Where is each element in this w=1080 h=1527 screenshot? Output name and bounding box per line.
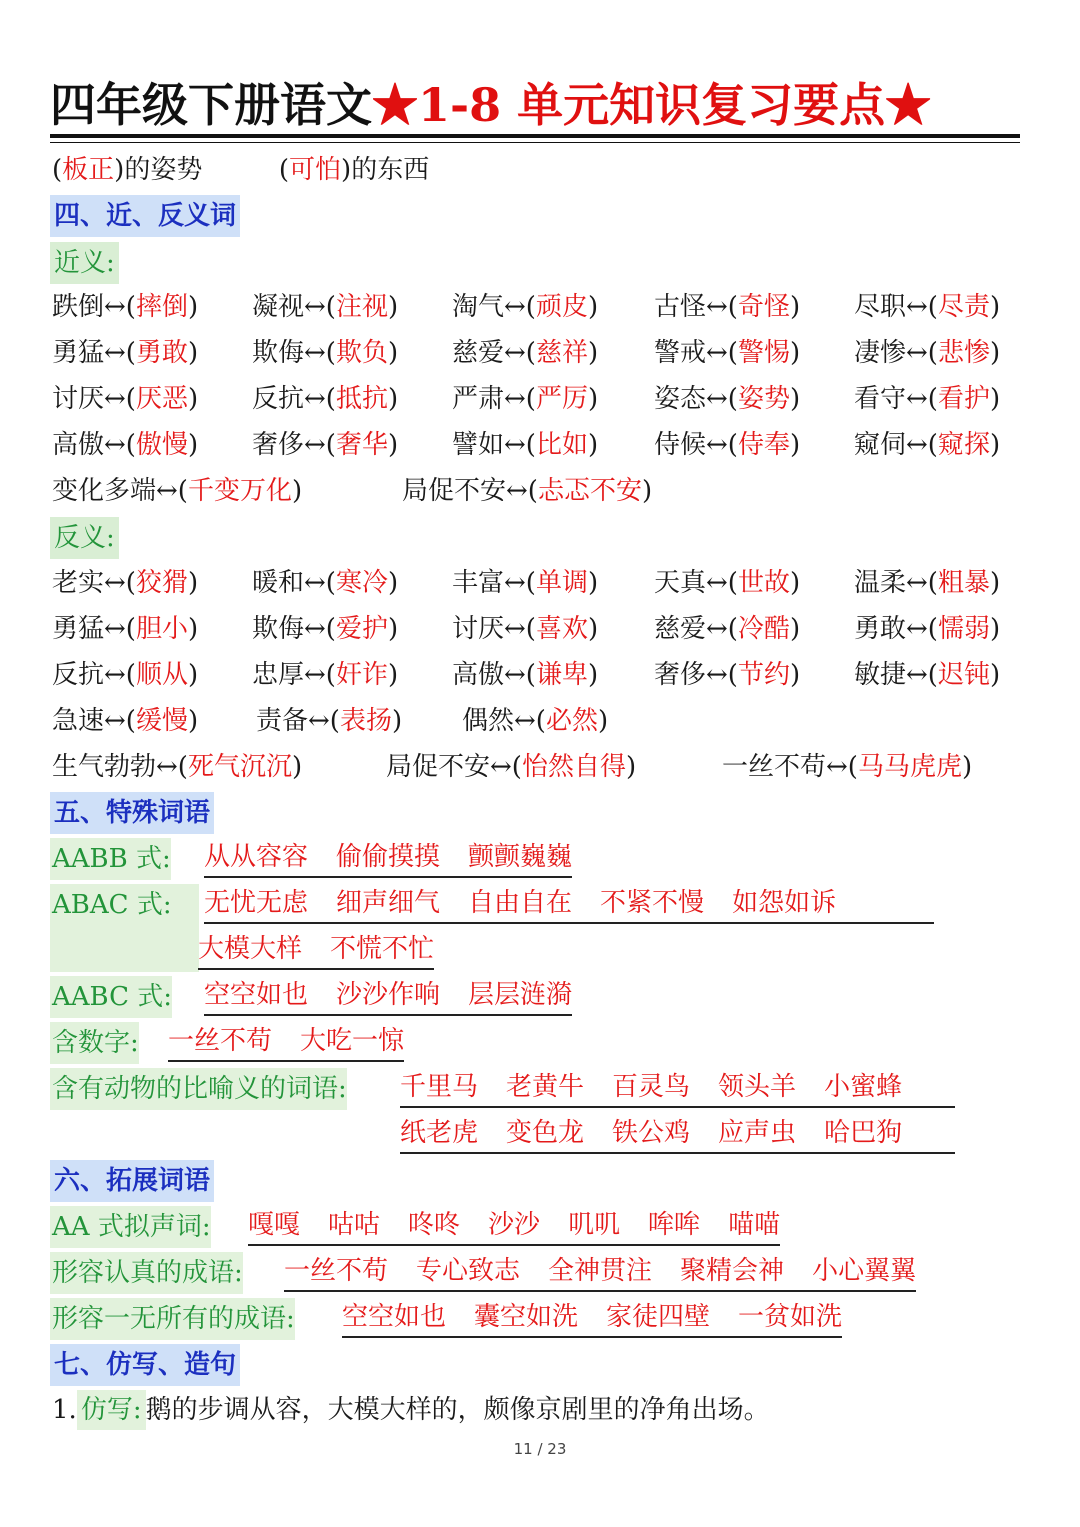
answer-word: 比如	[535, 430, 588, 460]
answer-word: 警惕	[737, 338, 790, 368]
word-item: 沙沙	[488, 1210, 541, 1240]
base-word: 局促不安	[402, 476, 507, 506]
base-word: 警戒	[654, 338, 707, 368]
word-pair: 急速↔(缓慢)	[52, 706, 199, 736]
arrow-symbol: ↔(	[504, 338, 536, 368]
base-word: 勇猛	[52, 338, 105, 368]
word-pair: 局促不安↔(忐忑不安)	[402, 476, 653, 506]
base-word: 生气勃勃	[52, 752, 157, 782]
base-word: 一丝不苟	[722, 752, 827, 782]
base-word: 天真	[654, 568, 707, 598]
base-word: 欺侮	[252, 614, 305, 644]
word-item: 小心翼翼	[812, 1256, 917, 1286]
answer-word: 喜欢	[535, 614, 588, 644]
word-pair: 欺侮↔(欺负)	[252, 338, 399, 368]
answer-word: 看护	[937, 384, 990, 414]
answer-word: 迟钝	[937, 660, 990, 690]
arrow-symbol: ↔(	[304, 292, 336, 322]
word-pair: 尽职↔(尽责)	[854, 292, 1001, 322]
aabb-label: AABB 式:	[50, 838, 171, 880]
word-item: 嘎嘎	[248, 1210, 301, 1240]
number-label: 含数字:	[50, 1022, 139, 1064]
word-pair: 暖和↔(寒冷)	[252, 568, 399, 598]
word-pair: 姿态↔(姿势)	[654, 384, 801, 414]
word-pair: 警戒↔(警惕)	[654, 338, 801, 368]
onomatopoeia-label: AA 式拟声词:	[50, 1206, 211, 1248]
base-word: 敏捷	[854, 660, 907, 690]
answer-word: 抵抗	[335, 384, 388, 414]
base-word: 勇敢	[854, 614, 907, 644]
word-pair: 勇敢↔(懦弱)	[854, 614, 1001, 644]
abac-list-2	[198, 930, 434, 970]
answer-word: 狡猾	[135, 568, 188, 598]
word-pair: 古怪↔(奇怪)	[654, 292, 801, 322]
word-item: 一丝不苟	[284, 1256, 389, 1286]
word-item: 家徒四壁	[606, 1302, 711, 1332]
word-pair: 勇猛↔(勇敢)	[52, 338, 199, 368]
base-word: 反抗	[252, 384, 305, 414]
word-item: 全神贯注	[548, 1256, 653, 1286]
word-item: 哞哞	[648, 1210, 701, 1240]
word-item: 偷偷摸摸	[336, 842, 441, 872]
word-pair: 反抗↔(顺从)	[52, 660, 199, 690]
animal-list	[400, 1068, 955, 1108]
word-pair: 慈爱↔(冷酷)	[654, 614, 801, 644]
answer-word: 勇敢	[135, 338, 188, 368]
word-pair: 淘气↔(顽皮)	[452, 292, 599, 322]
word-item: 从从容容	[204, 842, 309, 872]
base-word: 凄惨	[854, 338, 907, 368]
base-word: 严肃	[452, 384, 505, 414]
arrow-symbol: ↔(	[906, 384, 938, 414]
arrow-symbol: ↔(	[706, 614, 738, 644]
word-pair: 慈爱↔(慈祥)	[452, 338, 599, 368]
answer-word: 缓慢	[135, 706, 188, 736]
word-item: 大模大样	[198, 934, 303, 964]
answer-word: 注视	[335, 292, 388, 322]
answer-word: 侍奉	[737, 430, 790, 460]
word-pair: 跌倒↔(摔倒)	[52, 292, 199, 322]
word-pair: 欺侮↔(爱护)	[252, 614, 399, 644]
base-word: 奢侈	[252, 430, 305, 460]
answer-word: 傲慢	[135, 430, 188, 460]
word-item: 沙沙作响	[336, 980, 441, 1010]
base-word: 勇猛	[52, 614, 105, 644]
animal-label: 含有动物的比喻义的词语:	[50, 1068, 347, 1110]
base-word: 欺侮	[252, 338, 305, 368]
base-word: 跌倒	[52, 292, 105, 322]
empty-idiom-list	[342, 1298, 842, 1338]
arrow-symbol: ↔(	[826, 752, 858, 782]
arrow-symbol: ↔(	[706, 568, 738, 598]
section-heading: 六、拓展词语	[50, 1160, 214, 1202]
answer-word: 顺从	[135, 660, 188, 690]
word-pair: 凄惨↔(悲惨)	[854, 338, 1001, 368]
answer-word: 节约	[737, 660, 790, 690]
antonym-label: 反义:	[50, 517, 119, 559]
label-fill	[50, 926, 199, 972]
base-word: 讨厌	[52, 384, 105, 414]
arrow-symbol: ↔(	[706, 292, 738, 322]
synonym-label: 近义:	[50, 242, 119, 284]
base-word: 高傲	[452, 660, 505, 690]
base-word: 讨厌	[452, 614, 505, 644]
aabb-list	[204, 838, 572, 878]
base-word: 局促不安	[386, 752, 491, 782]
word-pair: 丰富↔(单调)	[452, 568, 599, 598]
arrow-symbol: ↔(	[706, 384, 738, 414]
base-word: 奢侈	[654, 660, 707, 690]
arrow-symbol: ↔(	[504, 384, 536, 414]
arrow-symbol: ↔(	[906, 430, 938, 460]
answer-word: 尽责	[937, 292, 990, 322]
word-item: 一丝不苟	[168, 1026, 273, 1056]
base-word: 偶然	[462, 706, 515, 736]
base-word: 暖和	[252, 568, 305, 598]
word-item: 咕咕	[328, 1210, 381, 1240]
base-word: 凝视	[252, 292, 305, 322]
answer-word: 慈祥	[535, 338, 588, 368]
word-item: 聚精会神	[680, 1256, 785, 1286]
arrow-symbol: ↔(	[104, 384, 136, 414]
word-pair: 偶然↔(必然)	[462, 706, 609, 736]
word-pair: 敏捷↔(迟钝)	[854, 660, 1001, 690]
base-word: 譬如	[452, 430, 505, 460]
answer-word: 寒冷	[335, 568, 388, 598]
answer-word: 顽皮	[535, 292, 588, 322]
answer-word: 单调	[535, 568, 588, 598]
word-pair: 奢侈↔(奢华)	[252, 430, 399, 460]
word-pair: 凝视↔(注视)	[252, 292, 399, 322]
arrow-symbol: ↔(	[156, 752, 188, 782]
arrow-symbol: ↔(	[156, 476, 188, 506]
base-word: 温柔	[854, 568, 907, 598]
answer-word: 厌恶	[135, 384, 188, 414]
word-item: 囊空如洗	[474, 1302, 579, 1332]
word-item: 空空如也	[342, 1302, 447, 1332]
serious-idiom-label: 形容认真的成语:	[50, 1252, 243, 1294]
word-item: 领头羊	[718, 1072, 797, 1102]
word-pair: 看守↔(看护)	[854, 384, 1001, 414]
arrow-symbol: ↔(	[514, 706, 546, 736]
word-item: 喵喵	[728, 1210, 781, 1240]
word-item: 百灵鸟	[612, 1072, 691, 1102]
base-word: 责备	[256, 706, 309, 736]
answer-word: 懦弱	[937, 614, 990, 644]
word-pair: 严肃↔(严厉)	[452, 384, 599, 414]
word-item: 一贫如洗	[738, 1302, 843, 1332]
base-word: 急速	[52, 706, 105, 736]
word-item: 细声细气	[336, 888, 441, 918]
word-pair: 讨厌↔(厌恶)	[52, 384, 199, 414]
word-item: 应声虫	[718, 1118, 797, 1148]
imitate-line: 1. 仿写: 鹅的步调从容，大模大样的，颇像京剧里的净角出场。	[52, 1390, 770, 1430]
word-item: 小蜜蜂	[824, 1072, 903, 1102]
abac-label: ABAC 式:	[50, 884, 199, 926]
base-word: 慈爱	[452, 338, 505, 368]
arrow-symbol: ↔(	[308, 706, 340, 736]
answer-word: 欺负	[335, 338, 388, 368]
arrow-symbol: ↔(	[104, 660, 136, 690]
word-item: 空空如也	[204, 980, 309, 1010]
answer-word: 悲惨	[937, 338, 990, 368]
arrow-symbol: ↔(	[104, 430, 136, 460]
arrow-symbol: ↔(	[304, 384, 336, 414]
aabc-list	[204, 976, 572, 1016]
word-pair: 温柔↔(粗暴)	[854, 568, 1001, 598]
answer-word: 严厉	[535, 384, 588, 414]
arrow-symbol: ↔(	[506, 476, 538, 506]
word-pair: 奢侈↔(节约)	[654, 660, 801, 690]
word-pair: 勇猛↔(胆小)	[52, 614, 199, 644]
word-item: 哈巴狗	[824, 1118, 903, 1148]
arrow-symbol: ↔(	[304, 614, 336, 644]
arrow-symbol: ↔(	[490, 752, 522, 782]
word-item: 老黄牛	[506, 1072, 585, 1102]
arrow-symbol: ↔(	[504, 660, 536, 690]
top-phrase-line: (板正)的姿势 (可怕)的东西	[52, 155, 430, 185]
answer-word: 谦卑	[535, 660, 588, 690]
answer-word: 姿势	[737, 384, 790, 414]
base-word: 尽职	[854, 292, 907, 322]
imitate-label: 仿写:	[77, 1390, 146, 1430]
word-pair: 反抗↔(抵抗)	[252, 384, 399, 414]
base-word: 慈爱	[654, 614, 707, 644]
answer-word: 千变万化	[187, 476, 292, 506]
answer-word: 忐忑不安	[537, 476, 642, 506]
base-word: 变化多端	[52, 476, 157, 506]
word-item: 叽叽	[568, 1210, 621, 1240]
word-item: 铁公鸡	[612, 1118, 691, 1148]
word-pair: 变化多端↔(千变万化)	[52, 476, 303, 506]
arrow-symbol: ↔(	[304, 430, 336, 460]
arrow-symbol: ↔(	[104, 706, 136, 736]
arrow-symbol: ↔(	[906, 568, 938, 598]
serious-idiom-list	[284, 1252, 916, 1292]
onomatopoeia-list	[248, 1206, 780, 1246]
base-word: 老实	[52, 568, 105, 598]
answer-word: 奇怪	[737, 292, 790, 322]
arrow-symbol: ↔(	[104, 614, 136, 644]
answer-word: 胆小	[135, 614, 188, 644]
section-heading: 七、仿写、造句	[50, 1344, 240, 1386]
word-item: 专心致志	[416, 1256, 521, 1286]
word-pair: 一丝不苟↔(马马虎虎)	[722, 752, 973, 782]
arrow-symbol: ↔(	[504, 614, 536, 644]
answer-word: 死气沉沉	[187, 752, 292, 782]
base-word: 忠厚	[252, 660, 305, 690]
word-pair: 责备↔(表扬)	[256, 706, 403, 736]
answer-word: 爱护	[335, 614, 388, 644]
word-item: 颤颤巍巍	[468, 842, 573, 872]
base-word: 姿态	[654, 384, 707, 414]
arrow-symbol: ↔(	[706, 338, 738, 368]
base-word: 反抗	[52, 660, 105, 690]
word-pair: 讨厌↔(喜欢)	[452, 614, 599, 644]
answer-word: 冷酷	[737, 614, 790, 644]
base-word: 淘气	[452, 292, 505, 322]
abac-list	[204, 884, 934, 924]
arrow-symbol: ↔(	[706, 660, 738, 690]
word-pair: 侍候↔(侍奉)	[654, 430, 801, 460]
answer-word: 摔倒	[135, 292, 188, 322]
answer-word: 奢华	[335, 430, 388, 460]
answer-word: 怡然自得	[521, 752, 626, 782]
base-word: 古怪	[654, 292, 707, 322]
word-pair: 高傲↔(谦卑)	[452, 660, 599, 690]
word-item: 纸老虎	[400, 1118, 479, 1148]
word-pair: 窥伺↔(窥探)	[854, 430, 1001, 460]
word-pair: 生气勃勃↔(死气沉沉)	[52, 752, 303, 782]
section-heading: 五、特殊词语	[50, 792, 214, 834]
word-pair: 忠厚↔(奸诈)	[252, 660, 399, 690]
word-item: 层层涟漪	[468, 980, 573, 1010]
arrow-symbol: ↔(	[706, 430, 738, 460]
word-pair: 老实↔(狡猾)	[52, 568, 199, 598]
animal-list-2	[400, 1114, 955, 1154]
arrow-symbol: ↔(	[504, 292, 536, 322]
word-item: 不紧不慢	[600, 888, 705, 918]
base-word: 窥伺	[854, 430, 907, 460]
arrow-symbol: ↔(	[104, 568, 136, 598]
arrow-symbol: ↔(	[104, 292, 136, 322]
base-word: 高傲	[52, 430, 105, 460]
page-number: 11 / 23	[513, 1440, 567, 1458]
word-item: 咚咚	[408, 1210, 461, 1240]
base-word: 看守	[854, 384, 907, 414]
arrow-symbol: ↔(	[906, 614, 938, 644]
arrow-symbol: ↔(	[304, 660, 336, 690]
base-word: 丰富	[452, 568, 505, 598]
word-item: 大吃一惊	[300, 1026, 405, 1056]
number-list	[168, 1022, 404, 1062]
page-title: 四年级下册语文★1-8 单元知识复习要点★	[50, 72, 1020, 138]
answer-word: 粗暴	[937, 568, 990, 598]
word-item: 自由自在	[468, 888, 573, 918]
word-pair: 譬如↔(比如)	[452, 430, 599, 460]
word-pair: 局促不安↔(怡然自得)	[386, 752, 637, 782]
section-heading: 四、近、反义词	[50, 195, 240, 237]
word-item: 无忧无虑	[204, 888, 309, 918]
arrow-symbol: ↔(	[906, 660, 938, 690]
answer-word: 窥探	[937, 430, 990, 460]
arrow-symbol: ↔(	[906, 292, 938, 322]
arrow-symbol: ↔(	[304, 568, 336, 598]
arrow-symbol: ↔(	[104, 338, 136, 368]
arrow-symbol: ↔(	[906, 338, 938, 368]
word-pair: 高傲↔(傲慢)	[52, 430, 199, 460]
empty-idiom-label: 形容一无所有的成语:	[50, 1298, 295, 1340]
answer-word: 奸诈	[335, 660, 388, 690]
word-pair: 天真↔(世故)	[654, 568, 801, 598]
answer-word: 世故	[737, 568, 790, 598]
word-item: 如怨如诉	[732, 888, 837, 918]
answer-word: 必然	[545, 706, 598, 736]
word-item: 变色龙	[506, 1118, 585, 1148]
aabc-label: AABC 式:	[50, 976, 172, 1018]
arrow-symbol: ↔(	[304, 338, 336, 368]
arrow-symbol: ↔(	[504, 568, 536, 598]
arrow-symbol: ↔(	[504, 430, 536, 460]
answer-word: 表扬	[339, 706, 392, 736]
answer-word: 马马虎虎	[857, 752, 962, 782]
base-word: 侍候	[654, 430, 707, 460]
fill-word: 板正	[62, 155, 115, 185]
fill-word: 可怕	[289, 155, 342, 185]
word-item: 千里马	[400, 1072, 479, 1102]
word-item: 不慌不忙	[330, 934, 435, 964]
